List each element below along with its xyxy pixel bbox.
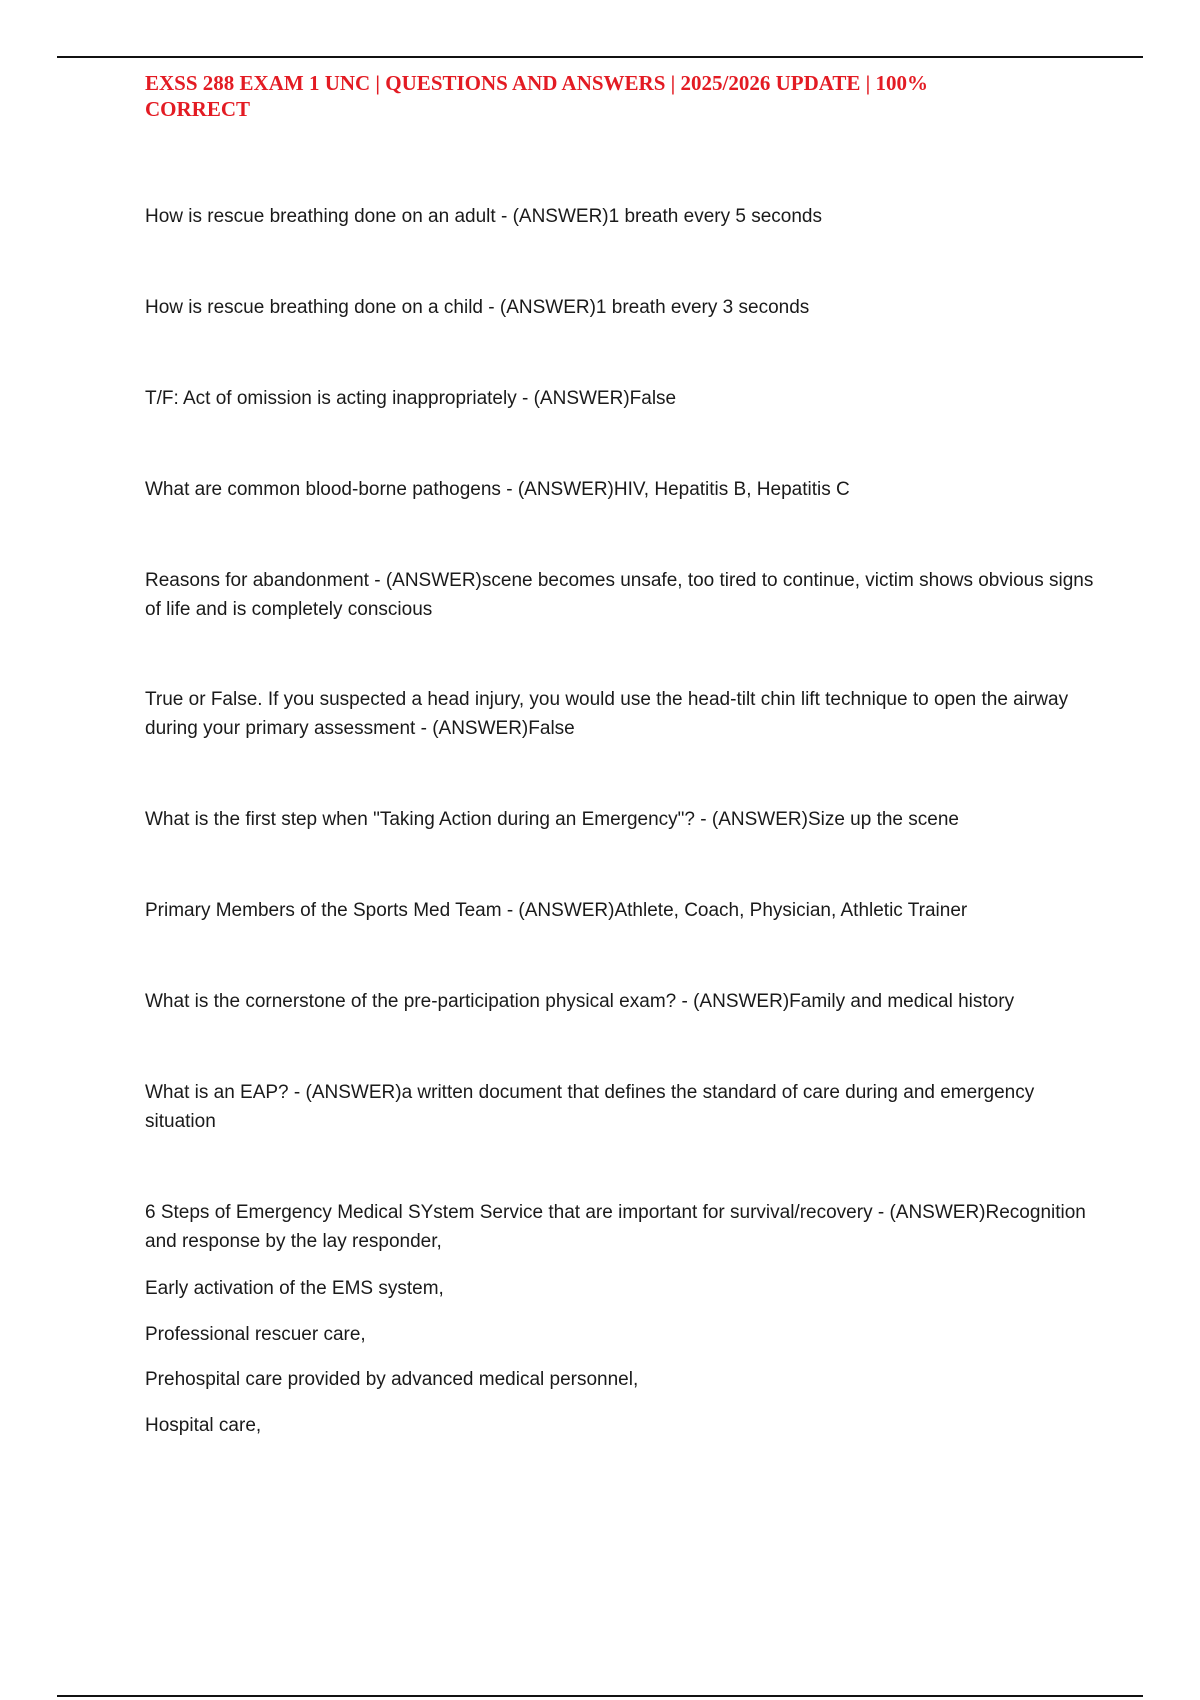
continuation-line: Hospital care, bbox=[145, 1415, 262, 1436]
document-title: EXSS 288 EXAM 1 UNC | QUESTIONS AND ANSWERS | 2025/2026 UPDATE | 100% CORRECT bbox=[145, 71, 929, 121]
question-text: Reasons for abandonment bbox=[145, 570, 369, 591]
answer-label: - (ANSWER) bbox=[501, 900, 615, 921]
question-text: What are common blood-borne pathogens bbox=[145, 479, 501, 500]
answer-label: - (ANSWER) bbox=[872, 1202, 986, 1223]
qa-item bbox=[145, 202, 1105, 231]
continuation-line: Prehospital care provided by advanced medical personnel, bbox=[145, 1369, 639, 1390]
answer-text: Athlete, Coach, Physician, Athletic Trainer bbox=[614, 900, 968, 921]
qa-item bbox=[145, 685, 1105, 743]
answer-label: - (ANSWER) bbox=[516, 388, 630, 409]
qa-item bbox=[145, 805, 1105, 834]
answer-label: - (ANSWER) bbox=[482, 297, 596, 318]
qa-item bbox=[145, 1078, 1105, 1136]
answer-label: - (ANSWER) bbox=[695, 809, 808, 830]
answer-text: False bbox=[528, 718, 575, 739]
answer-text: HIV, Hepatitis B, Hepatitis C bbox=[613, 479, 850, 500]
question-text: What is the first step when "Taking Action during an Emergency"? bbox=[145, 809, 695, 830]
top-rule bbox=[57, 56, 1143, 58]
question-text: T/F: Act of omission is acting inappropriately bbox=[145, 388, 517, 409]
answer-text: Recognition and response by the lay responder, bbox=[145, 1202, 1086, 1252]
answer-label: - (ANSWER) bbox=[676, 991, 790, 1012]
qa-item bbox=[145, 293, 1105, 322]
continuation-line: Professional rescuer care, bbox=[145, 1324, 366, 1345]
answer-label: - (ANSWER) bbox=[415, 718, 529, 739]
question-text: Primary Members of the Sports Med Team bbox=[145, 900, 502, 921]
qa-item bbox=[145, 384, 1105, 413]
answer-label: - (ANSWER) bbox=[495, 206, 609, 227]
question-text: What is an EAP? bbox=[145, 1082, 289, 1103]
answer-text: 1 breath every 5 seconds bbox=[608, 206, 822, 227]
answer-text: scene becomes unsafe, too tired to continue, victim shows obvious signs of life and is completely conscious bbox=[145, 570, 1094, 620]
answer-text: a written document that defines the standard of care during and emergency situation bbox=[145, 1082, 1035, 1132]
answer-label: - (ANSWER) bbox=[288, 1082, 402, 1103]
answer-text: 1 breath every 3 seconds bbox=[595, 297, 810, 318]
qa-item bbox=[145, 475, 1105, 504]
question-text: 6 Steps of Emergency Medical SYstem Service that are important for survival/recovery bbox=[145, 1202, 873, 1223]
answer-text: Family and medical history bbox=[789, 991, 1015, 1012]
answer-label: - (ANSWER) bbox=[500, 479, 614, 500]
question-text: What is the cornerstone of the pre-participation physical exam? bbox=[145, 991, 677, 1012]
answer-label: - (ANSWER) bbox=[368, 570, 482, 591]
qa-item bbox=[145, 566, 1105, 624]
qa-item bbox=[145, 1198, 1105, 1256]
question-text: How is rescue breathing done on a child bbox=[145, 297, 483, 318]
bottom-rule bbox=[57, 1695, 1143, 1697]
qa-item bbox=[145, 987, 1105, 1016]
question-text: How is rescue breathing done on an adult bbox=[145, 206, 496, 227]
answer-text: Size up the scene bbox=[807, 809, 959, 830]
question-text: True or False. If you suspected a head injury, you would use the head-tilt chin lift technique to open the airway during your primary assessment bbox=[145, 689, 1069, 739]
answer-text: False bbox=[629, 388, 677, 409]
qa-item bbox=[145, 896, 1105, 925]
continuation-line: Early activation of the EMS system, bbox=[145, 1278, 444, 1299]
